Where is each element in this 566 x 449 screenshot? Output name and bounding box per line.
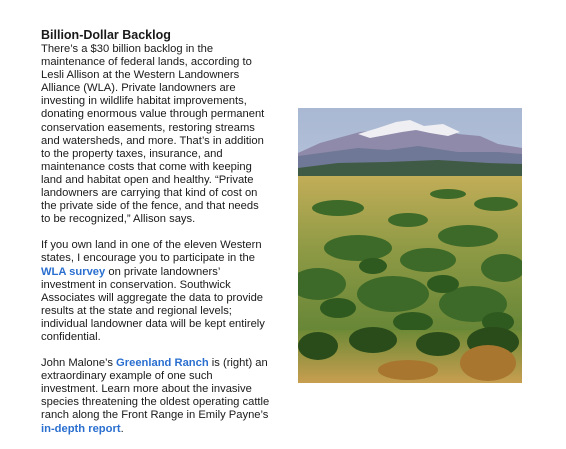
in-depth-report-link[interactable]: in-depth report — [41, 422, 121, 435]
wla-survey-link[interactable]: WLA survey — [41, 265, 106, 278]
survey-text-after: on private landowners’ investment in conservation. Southwick Associates will aggregate the data to provide results at the state and regional levels; individual landowner data will be kept entirely confidential. — [41, 265, 265, 343]
greenland-text-before: John Malone’s — [41, 357, 117, 370]
greenland-ranch-link[interactable]: Greenland Ranch — [116, 357, 209, 370]
article-title: Billion-Dollar Backlog — [41, 28, 171, 42]
paragraph-backlog: There’s a $30 billion backlog in the maintenance of federal lands, according to Lesli Allison at the Western Landowners Alliance (WLA). Private landowners are investing in wildlife habitat improvements, donating enormous value through permanent conservation easements, restoring streams and watersheds, and more. That’s in addition to the property taxes, insurance, and maintenance costs that come with keeping land and habitat open and healthy. “Private landowners are carrying that kind of cost on the private side of the fence, and that needs to be recognized,” Allison says. — [41, 43, 265, 226]
landscape-photo — [298, 108, 522, 383]
greenland-text-mid: is (right) an extraordinary example of one such investment. Learn more about the invasive species threatening the oldest operating cattle ranch along the Front Range in Emily Payne’s — [41, 357, 270, 422]
article-column — [41, 28, 271, 449]
greenland-text-after: . — [120, 422, 124, 435]
paragraph-survey — [41, 239, 271, 344]
paragraph-greenland — [41, 357, 271, 436]
survey-text-before: If you own land in one of the eleven Western states, I encourage you to participate in the — [41, 239, 262, 265]
